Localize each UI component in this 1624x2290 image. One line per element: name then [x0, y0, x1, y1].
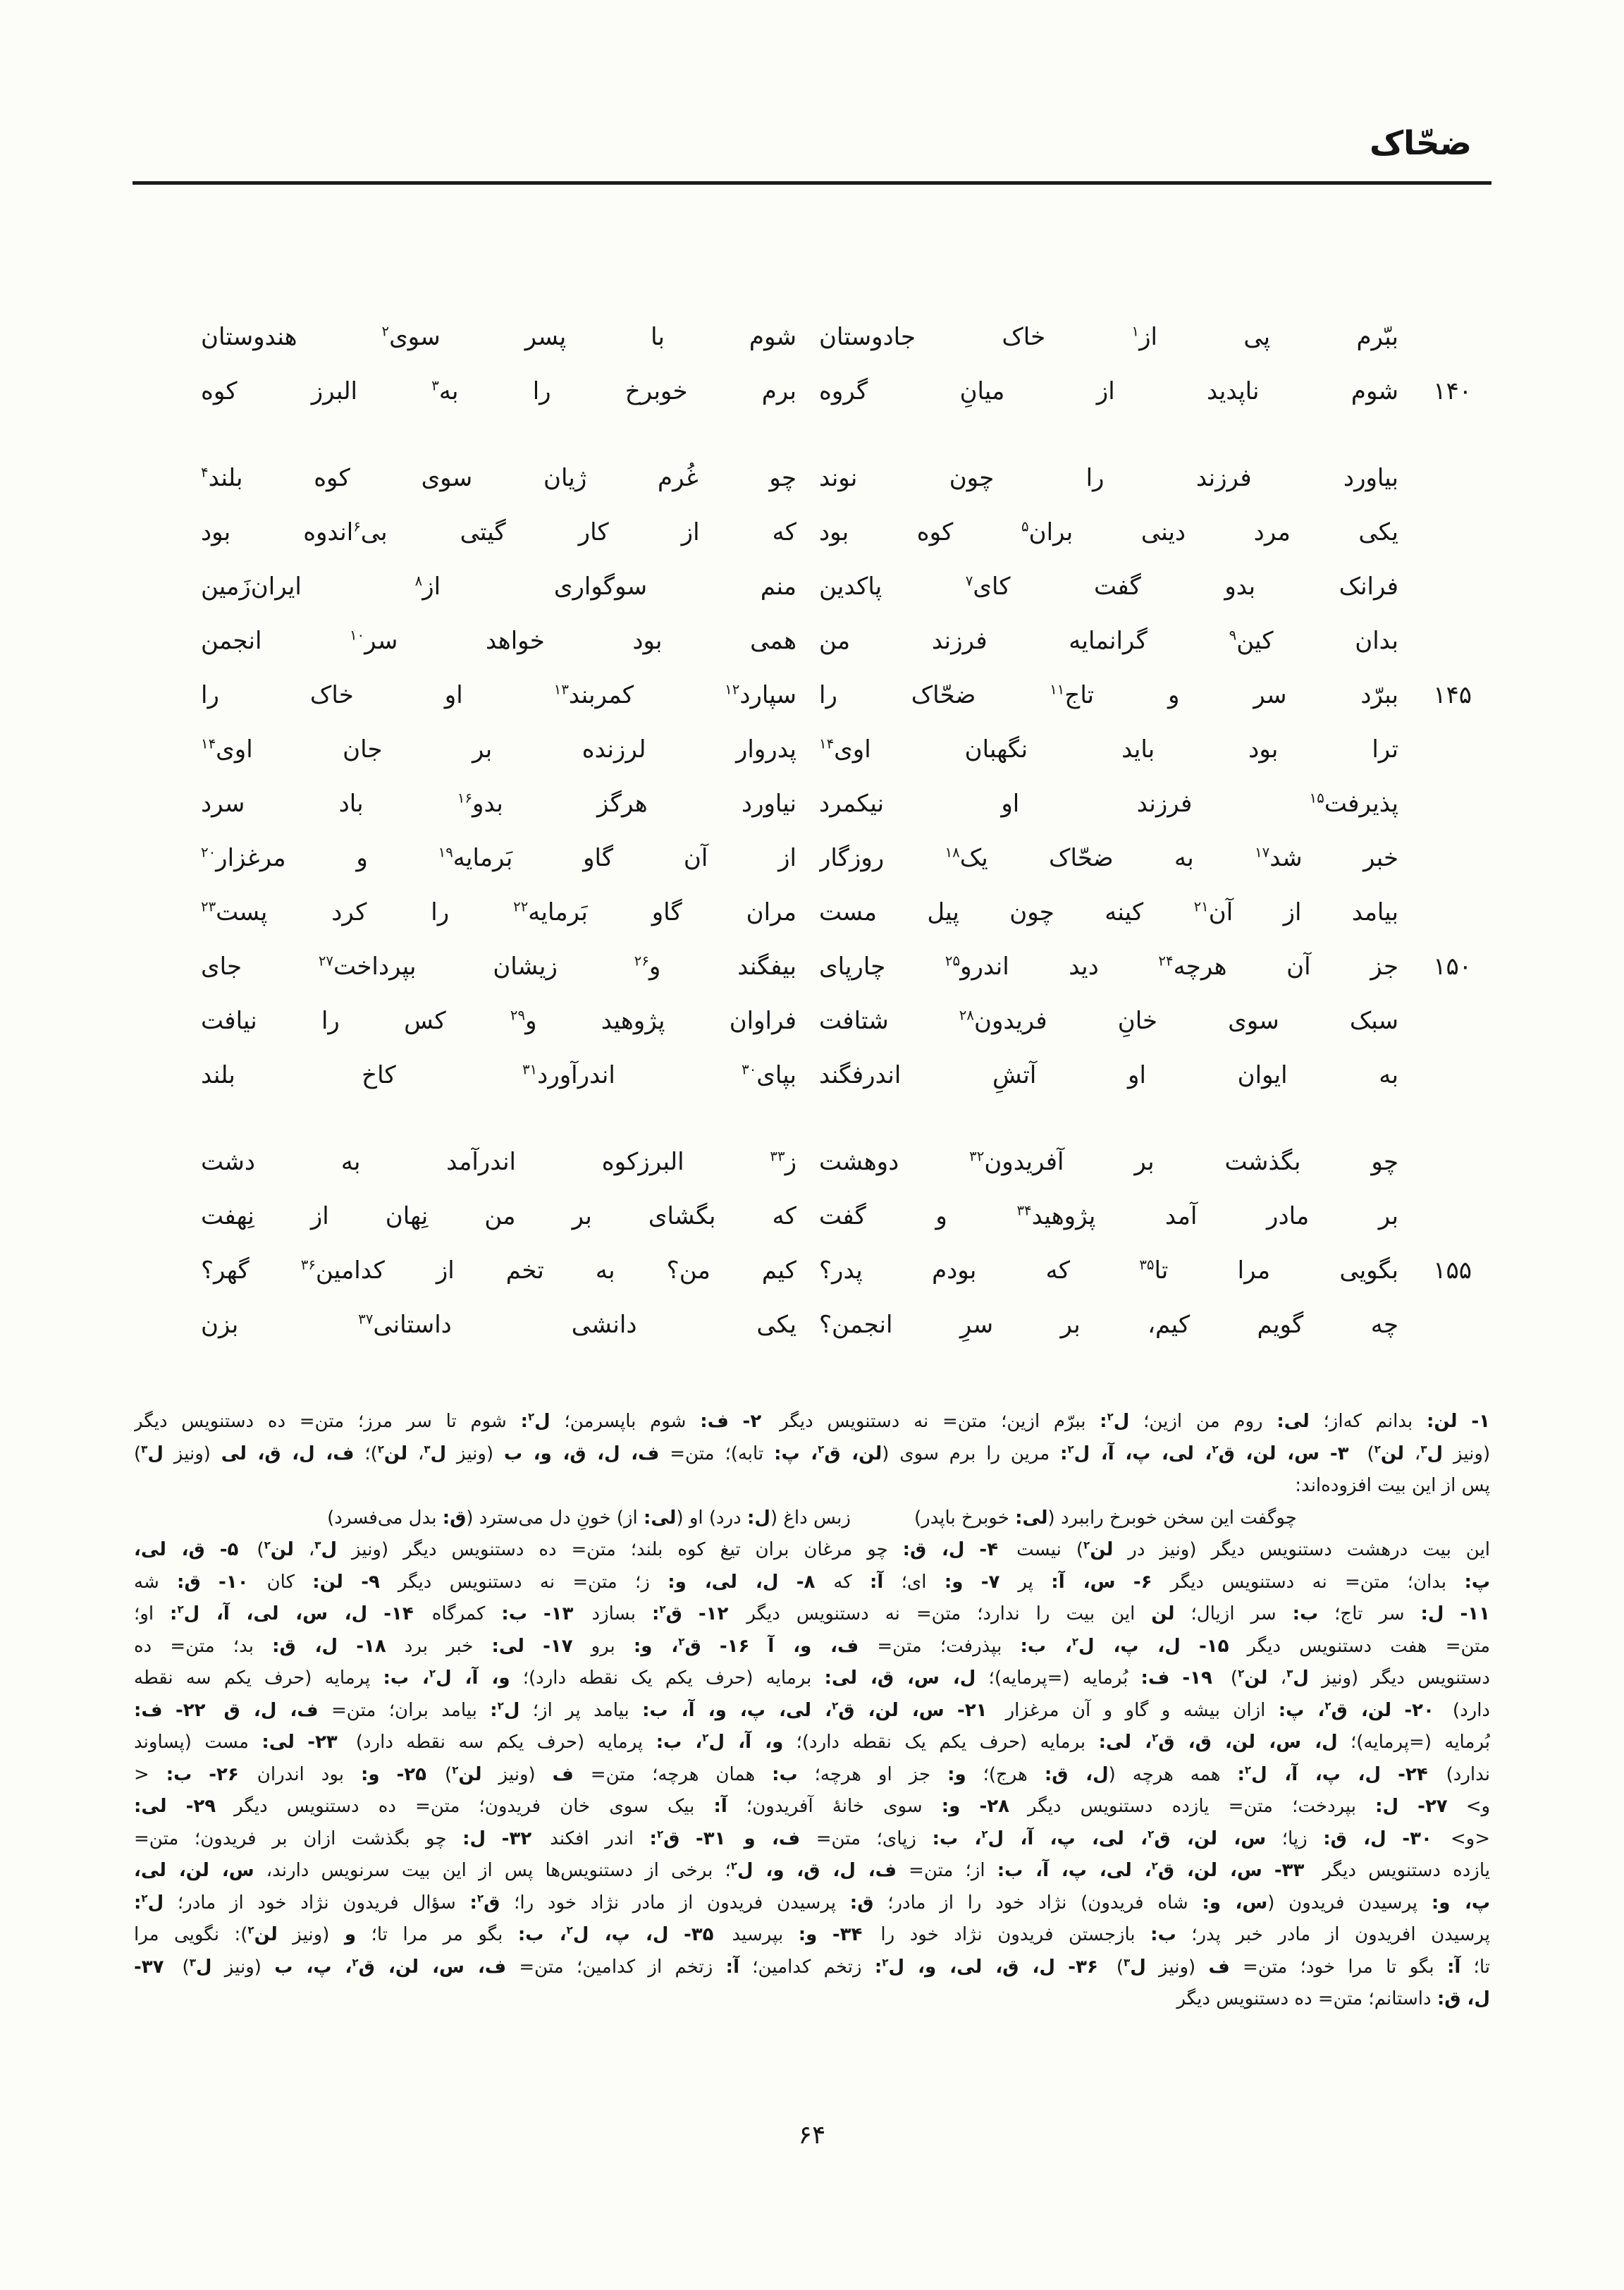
footnote-marker: ۲	[566, 1923, 573, 1937]
footnote-marker: ۴	[201, 464, 209, 481]
footnote-marker: ۱۳	[553, 681, 569, 698]
couplet-row	[130, 1244, 1490, 1298]
hemistich-right: ببّرم پی از$^۱$ خاک جادوستان	[819, 323, 1398, 351]
couplet-row	[130, 777, 1490, 831]
apparatus-line: دارد) ۲۰- لن، ق$^۲$، پ: ازان بیشه و گاو و آن مرغزار ۲۱- س، لن، ق$^۲$، لی، پ، و، آ، ب: بیامد پر از؛ ل$^۲$: بیامد بران؛ متن= ف، ل، ق ۲۲- ف:	[134, 1698, 1490, 1721]
couplet-row	[130, 560, 1490, 614]
footnote-marker: ۲	[264, 1538, 271, 1552]
apparatus-line: یازده دستنویس دیگر ۳۳- س، لن، ق$^۲$، لی، پ، آ، ب: از؛ متن= ف، ل، ق، و، ل$^۲$؛ برخی از دستنویس‌ها پس از این بیت سرنویس دارند، س، لن، لی،	[134, 1859, 1490, 1881]
hemistich-right: به ایوان او آتشِ اندرفگند	[819, 1061, 1398, 1089]
verse-number: ۱۴۰	[1433, 377, 1472, 405]
footnote-marker: ۲	[656, 1827, 664, 1840]
couplet-row	[130, 1298, 1490, 1352]
footnote-marker: ۲	[1374, 1442, 1381, 1455]
hemistich-right: چو بگذشت بر آفریدون$^{۳۲}$ دوهشت	[819, 1148, 1398, 1176]
footnote-marker: ۷	[965, 572, 973, 589]
apparatus-line: ۱۱- ل: سر تاج؛ ب: سر ازیال؛ لن این بیت را ندارد؛ متن= نه دستنویس دیگر ۱۲- ق$^۲$: بسازد ۱۳- ب: کمرگاه ۱۴- ل، س، لی، آ، ل$^۲$: او؛	[134, 1603, 1490, 1624]
hemistich-left: همی بود خواهد سر$^{۱۰}$ انجمن	[201, 627, 796, 655]
poem-section	[130, 310, 1490, 419]
hemistich-right: چه گویم کیم، بر سرِ انجمن؟	[819, 1311, 1398, 1339]
hemistich-left: بیفگند و$^{۲۶}$ زیشان بپرداخت$^{۲۷}$ جای	[201, 953, 796, 981]
footnote-marker: ۲۸	[959, 1007, 974, 1024]
footnote-marker: ۱۱	[1050, 681, 1065, 698]
footnote-marker: ۳	[1123, 1955, 1131, 1968]
couplet-row	[130, 310, 1490, 365]
hemistich-right: بدان کین$^۹$ گرانمایه فرزند من	[819, 627, 1398, 655]
hemistich-right: سبک سوی خانِ فریدون$^{۲۸}$ شتافت	[819, 1007, 1398, 1035]
hemistich-left: فراوان پژوهید و$^{۲۹}$ کس را نیافت	[201, 1007, 796, 1035]
footnote-marker: ۲	[659, 1603, 666, 1616]
footnote-marker: ۲۷	[318, 953, 334, 969]
footnote-marker: ۶	[353, 518, 361, 535]
couplet-row	[130, 994, 1490, 1048]
apparatus-line: ل، ق: داستانم؛ متن= ده دستنویس دیگر	[1176, 1988, 1490, 2009]
couplet-row	[130, 506, 1490, 560]
footnote-marker: ۱۵	[1309, 790, 1324, 807]
footnote-marker: ۲۹	[510, 1007, 526, 1024]
footnote-marker: ۲۶	[634, 953, 649, 969]
couplet-row	[130, 1048, 1490, 1103]
couplet-row	[130, 940, 1490, 994]
footnote-marker: ۹	[1229, 627, 1237, 644]
footnote-marker: ۳۰	[742, 1061, 757, 1078]
footnote-marker: ۳	[314, 1538, 321, 1552]
footnote-marker: ۲۱	[1193, 898, 1209, 915]
footnote-marker: ۲	[527, 1410, 535, 1423]
footnote-marker: ۲	[1107, 1410, 1114, 1423]
footnote-marker: ۲	[452, 1763, 459, 1776]
footnote-marker: ۲۰	[201, 844, 216, 861]
footnote-marker: ۳۵	[1139, 1256, 1155, 1273]
footnote-marker: ۲	[141, 1891, 148, 1904]
apparatus-line: <و> ۳۰- ل، ق: زپا؛ س، لن، ق$^۲$، لی، پ، آ، ل$^۲$، ب: زپای؛ متن= ف، و ۳۱- ق$^۲$: اندر افکند ۳۲- ل: چو بگذشت ازان بر فریدون؛ متن=	[134, 1827, 1490, 1849]
footnote-marker: ۲	[381, 323, 390, 340]
footnote-marker: ۲	[702, 1731, 709, 1744]
footnote-marker: ۸	[414, 572, 423, 589]
footnote-marker: ۳	[424, 1442, 431, 1455]
hemistich-right: ترا بود باید نگهبان اوی$^{۱۴}$	[819, 735, 1398, 764]
hemistich-right: بر مادر آمد پژوهید$^{۳۴}$ و گفت	[819, 1202, 1398, 1230]
apparatus-line: متن= هفت دستنویس دیگر ۱۵- ل، پ، ل$^۲$، ب: بپذرفت؛ متن= ف، و، آ ۱۶- ق$^۲$، و: برو ۱۷- لی: خبر برد ۱۸- ل، ق: بد؛ متن= ده	[134, 1634, 1490, 1657]
footnote-marker: ۳	[1286, 1667, 1293, 1680]
footnote-marker: ۳۲	[969, 1148, 985, 1165]
hemistich-left: از آن گاو بَرمایه$^{۱۹}$ و مرغزار$^{۲۰}$	[201, 844, 796, 872]
verse-number: ۱۵۵	[1433, 1256, 1472, 1285]
footnote-marker: ۱	[1131, 323, 1140, 340]
footnote-marker: ۲۳	[201, 898, 216, 915]
couplet-row	[130, 1135, 1490, 1189]
poem-section	[130, 451, 1490, 1103]
hemistich-left: شوم با پسر سوی$^۲$ هندوستان	[201, 323, 796, 351]
footnote-marker: ۲	[476, 1891, 484, 1904]
couplet-row	[130, 1189, 1490, 1244]
hemistich-right: بیامد از آن$^{۲۱}$ کینه چون پیل مست	[819, 898, 1398, 926]
footnote-marker: ۲	[832, 1698, 839, 1712]
hemistich-right: بگویی مرا تا$^{۳۵}$ که بودم پدر؟	[819, 1256, 1398, 1285]
hemistich-left: که بگشای بر من نِهان از نِهفت	[201, 1202, 796, 1230]
footnote-marker: ۱۲	[725, 681, 740, 698]
hemistich-right: خبر شد$^{۱۷}$ به ضحّاک یک$^{۱۸}$ روزگار	[819, 844, 1398, 872]
footnote-marker: ۳۶	[300, 1256, 316, 1273]
apparatus-line: چوگفت این سخن خوبرخ راببرد (لی: خوبرخ باپدر)زبس داغ (ل: درد) او (لی: از) خونِ دل می‌سترد (ق: بدل می‌فسرد)	[327, 1507, 1297, 1529]
couplet-row	[130, 831, 1490, 886]
poem	[130, 310, 1490, 1385]
footnote-marker: ۲	[429, 1667, 436, 1680]
footnote-marker: ۲	[1244, 1763, 1252, 1776]
footnote-marker: ۲	[247, 1923, 254, 1937]
footnote-marker: ۲	[1212, 1442, 1219, 1455]
hemistich-right: جز آن هرچه$^{۲۴}$ دید اندرو$^{۲۵}$ چارپای	[819, 953, 1398, 981]
apparatus-line: بُرمایه (=پرمایه)؛ ل، س، لن، ق، ق$^۲$، لی: برمایه (حرف یکم یک نقطه دارد)؛ و، آ، ل$^۲$، ب: پرمایه (حرف یکم سه نقطه دارد) ۲۳- لی: مست (پساوند	[134, 1731, 1490, 1753]
couplet-row	[130, 451, 1490, 506]
footnote-marker: ۱۸	[945, 844, 960, 861]
hemistich-right: فرانک بدو گفت کای$^۷$ پاکدین	[819, 572, 1398, 601]
apparatus-line: ندارد) ۲۴- ل، پ، آ، ل$^۲$: همه هرچه (ل، ق: هرج)؛ و: جز او هرچه؛ ب: همان هرچه؛ متن= ف (ونیز لن$^۲$) ۲۵- و: بود اندران ۲۶- ب: <	[134, 1763, 1490, 1785]
footnote-marker: ۲	[1152, 1731, 1159, 1744]
footnote-marker: ۲	[678, 1634, 685, 1648]
footnote-marker: ۲	[981, 1827, 988, 1840]
couplet-row	[130, 614, 1490, 668]
footnote-marker: ۱۴	[201, 735, 216, 752]
apparatus-line: ۱- لن: بدانم که‌از؛ لی: روم من ازین؛ ل$^۲$: ببرّم ازین؛ متن= نه دستنویس دیگر ۲- ف: شوم باپسرمن؛ ل$^۲$: شوم تا سر مرز؛ متن= ده دستنویس دیگر	[134, 1410, 1490, 1432]
footnote-marker: ۲	[1071, 1634, 1079, 1648]
couplet-row	[130, 886, 1490, 940]
footnote-marker: ۲	[377, 1442, 384, 1455]
footnote-marker: ۲۲	[513, 898, 529, 915]
hemistich-right: پذیرفت$^{۱۵}$ فرزند او نیکمرد	[819, 790, 1398, 818]
header-rule	[133, 181, 1491, 185]
hemistich-left: پدروار لرزنده بر جان اوی$^{۱۴}$	[201, 735, 796, 764]
footnote-marker: ۳۳	[770, 1148, 785, 1165]
hemistich-right: شوم ناپدید از میانِ گروه	[819, 377, 1398, 405]
footnote-marker: ۳۷	[358, 1311, 374, 1328]
hemistich-left: بپای$^{۳۰}$ اندرآورد$^{۳۱}$ کاخ بلند	[201, 1061, 796, 1089]
hemistich-left: سپارد$^{۱۲}$ کمربند$^{۱۳}$ او خاک را	[201, 681, 796, 709]
apparatus-line: و> ۲۷- ل: بپردخت؛ متن= یازده دستنویس دیگر ۲۸- و: سوی خانهٔ آفریدون؛ آ: بیک سوی خان فریدون؛ متن= ده دستنویس دیگر ۲۹- لی:	[134, 1796, 1490, 1817]
apparatus-line: پ: بدان؛ متن= نه دستنویس دیگر ۶- س، آ: پر ۷- و: ای؛ آ: که ۸- ل، لی، و: ز؛ متن= نه دستنویس دیگر ۹- لن: کان ۱۰- ق: شه	[134, 1571, 1490, 1593]
apparatus-line: پرسیدن افریدون از مادر خبر پدر؛ ب: بازجستن فریدون نژاد خود را ۳۴- و: بپرسید ۳۵- ل، پ، ل$^۲$، ب: بگو مر مرا تا؛ و (ونیز لن$^۲$): نگویی مرا	[134, 1923, 1490, 1945]
hemistich-right: یکی مرد دینی بران$^۵$ کوه بود	[819, 518, 1398, 546]
footnote-marker: ۳	[189, 1955, 196, 1968]
footnote-marker: ۲	[352, 1955, 359, 1968]
footnote-marker: ۳۱	[522, 1061, 538, 1078]
apparatus-footnotes	[134, 1406, 1490, 2016]
hemistich-right: بیاورد فرزند را چون نوند	[819, 464, 1398, 492]
couplet-row	[130, 668, 1490, 723]
footnote-marker: ۳	[1420, 1442, 1427, 1455]
footnote-marker: ۲۴	[1158, 953, 1174, 969]
footnote-marker: ۳۴	[1016, 1202, 1032, 1219]
hemistich-left: منم سوگواری از$^۸$ ایران‌زَمین	[201, 572, 796, 601]
footnote-marker: ۲	[1083, 1538, 1090, 1552]
hemistich-left: نیاورد هرگز بدو$^{۱۶}$ باد سرد	[201, 790, 796, 818]
verse-number: ۱۵۰	[1433, 953, 1472, 981]
footnote-marker: ۲	[1238, 1667, 1245, 1680]
footnote-marker: ۲	[1151, 1859, 1158, 1873]
hemistich-left: یکی دانشی داستانی$^{۳۷}$ بزن	[201, 1311, 796, 1339]
footnote-marker: ۲۵	[945, 953, 961, 969]
footnote-marker: ۲	[1148, 1827, 1155, 1840]
footnote-marker: ۱۶	[457, 790, 473, 807]
footnote-marker: ۲	[497, 1698, 504, 1712]
footnote-marker: ۲	[1067, 1442, 1074, 1455]
chapter-title: ضحّاک	[1369, 124, 1472, 163]
page-number: ۶۴	[798, 2121, 826, 2150]
apparatus-line: (ونیز ل$^۳$، لن$^۲$) ۳- س، لن، ق$^۲$، لی، پ، آ، ل$^۲$: مرین را برم سوی (لن، ق$^۲$، پ: تابه)؛ متن= ف، ل، ق، و، ب (ونیز ل$^۳$، لن$^۲$)؛ ف، ل، ق، لی (ونیز ل$^۳$)	[134, 1442, 1490, 1464]
footnote-marker: ۲	[882, 1955, 889, 1968]
footnote-marker: ۲	[1324, 1698, 1331, 1712]
footnote-marker: ۱۷	[1255, 844, 1270, 861]
apparatus-line: پس از این بیت افزوده‌اند:	[1295, 1475, 1490, 1496]
hemistich-left: مران گاو بَرمایه$^{۲۲}$ را کرد پست$^{۲۳}$	[201, 898, 796, 926]
apparatus-line: پ، و: پرسیدن فریدون (س، و: شاه فریدون) نژاد خود را از مادر؛ ق: پرسیدن فریدون از مادر نژاد خود را؛ ق$^۲$: سؤال فریدون نژاد خود از مادر؛ ل$^۲$:	[134, 1891, 1490, 1914]
footnote-marker: ۲	[818, 1442, 825, 1455]
couplet-row	[130, 365, 1490, 419]
hemistich-right: ببرّد سر و تاج$^{۱۱}$ ضحّاک را	[819, 681, 1398, 709]
poem-section	[130, 1135, 1490, 1352]
footnote-marker: ۳	[141, 1442, 148, 1455]
footnote-marker: ۲	[177, 1603, 184, 1616]
hemistich-left: که از کار گیتی بی$^۶$اندوه بود	[201, 518, 796, 546]
footnote-marker: ۵	[1021, 518, 1029, 535]
hemistich-left: چو غُرم ژیان سوی کوه بلند$^۴$	[201, 464, 796, 492]
hemistich-left: کیم من؟ به تخم از کدامین$^{۳۶}$ گهر؟	[201, 1256, 796, 1285]
hemistich-left: ز$^{۳۳}$ البرزکوه اندرآمد به دشت	[201, 1148, 796, 1176]
footnote-marker: ۱۹	[438, 844, 453, 861]
hemistich-left: برم خوبرخ را به$^۳$ البرز کوه	[201, 377, 796, 405]
verse-number: ۱۴۵	[1433, 681, 1472, 709]
footnote-marker: ۱۴	[819, 735, 835, 752]
footnote-marker: ۲	[730, 1859, 737, 1873]
footnote-marker: ۱۰	[349, 627, 365, 644]
apparatus-line: این بیت درهشت دستنویس دیگر (ونیز در لن$^۲$) نیست ۴- ل، ق: چو مرغان بران تیغ کوه بلند؛ متن= ده دستنویس دیگر (ونیز ل$^۳$، لن$^۲$) ۵- ق، لی،	[134, 1538, 1490, 1560]
footnote-marker: ۳	[431, 377, 439, 394]
apparatus-line: تا؛ آ: بگو تا مرا خود؛ متن= ف (ونیز ل$^۳$) ۳۶- ل، ق، لی، و، ل$^۲$: زتخم کدامین؛ آ: زتخم از کدامین؛ متن= ف، س، لن، ق$^۲$، پ، ب (ونیز ل$^۳$) ۳۷-	[134, 1955, 1490, 1978]
apparatus-line: دستنویس دیگر (ونیز ل$^۳$، لن$^۲$) ۱۹- ف: بُرمایه (=پرمایه)؛ ل، س، ق، لی: برمایه (حرف یکم یک نقطه دارد)؛ و، آ، ل$^۲$، ب: پرمایه (حرف یکم سه نقطه	[134, 1667, 1490, 1689]
couplet-row	[130, 723, 1490, 777]
